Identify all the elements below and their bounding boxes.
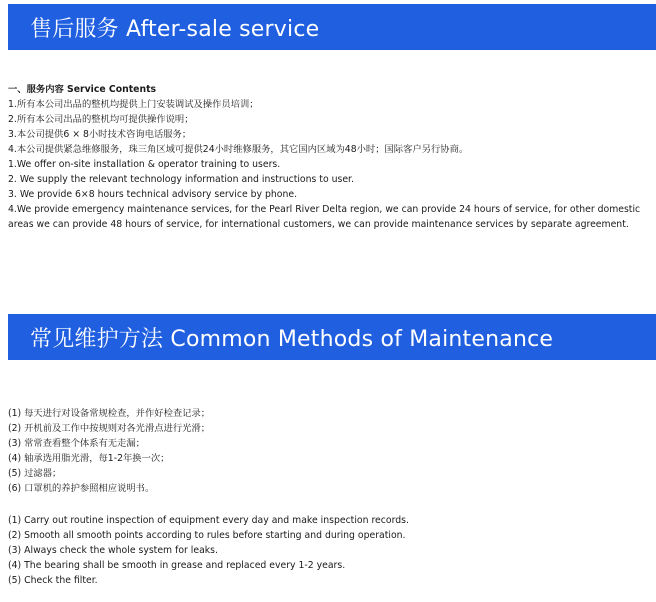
service-line: 1.所有本公司出品的整机均提供上门安装调试及操作员培训； xyxy=(8,99,259,110)
service-contents-heading: 一、服务内容 Service Contents xyxy=(8,84,157,95)
service-line: 3.本公司提供6 × 8小时技术咨询电话服务； xyxy=(8,129,192,140)
maintenance-item: (3) Always check the whole system for leaks. xyxy=(8,545,218,556)
maintenance-list-chinese xyxy=(8,406,650,496)
service-line: 2.所有本公司出品的整机均可提供操作说明； xyxy=(8,114,194,125)
maintenance-item: (4) The bearing shall be smooth in grease and replaced every 1-2 years. xyxy=(8,560,346,571)
maintenance-item: (1) Carry out routine inspection of equipment every day and make inspection records. xyxy=(8,515,409,526)
maintenance-item: (6) 口罩机的养护参照相应说明书。 xyxy=(8,483,155,494)
service-line: 3. We provide 6×8 hours technical advisory service by phone. xyxy=(8,189,298,200)
maintenance-item: (4) 轴承选用脂光滑，每1-2年换一次； xyxy=(8,453,170,464)
service-contents-section xyxy=(8,82,650,232)
maintenance-item: (5) Check the filter. xyxy=(8,575,98,586)
after-sale-title-banner xyxy=(8,4,656,50)
maintenance-title-banner xyxy=(8,314,656,360)
maintenance-item: (2) 开机前及工作中按规则对各光滑点进行光滑； xyxy=(8,423,211,434)
maintenance-item: (3) 常常查看整个体系有无走漏； xyxy=(8,438,145,449)
maintenance-item: (1) 每天进行对设备常规检查，并作好检查记录； xyxy=(8,408,211,419)
service-line: 4.本公司提供紧急维修服务，珠三角区域可提供24小时维修服务，其它国内区域为48小时；国际客户另行协商。 xyxy=(8,144,469,155)
service-line: 1.We offer on-site installation & operator training to users. xyxy=(8,159,281,170)
service-line: 4.We provide emergency maintenance services, for the Pearl River Delta region, we can provide 24 hours of service, for other domestic areas we can provide 48 hours of service, for international customers, we can provide maintenance services by separate agreement. xyxy=(8,204,641,230)
maintenance-title: 常见维护方法 Common Methods of Maintenance xyxy=(30,326,554,352)
service-line: 2. We supply the relevant technology information and instructions to user. xyxy=(8,174,354,185)
maintenance-list-english xyxy=(8,513,650,588)
maintenance-item: (5) 过滤器； xyxy=(8,468,62,479)
after-sale-title: 售后服务 After-sale service xyxy=(30,16,320,42)
maintenance-item: (2) Smooth all smooth points according to rules before starting and during operation. xyxy=(8,530,406,541)
